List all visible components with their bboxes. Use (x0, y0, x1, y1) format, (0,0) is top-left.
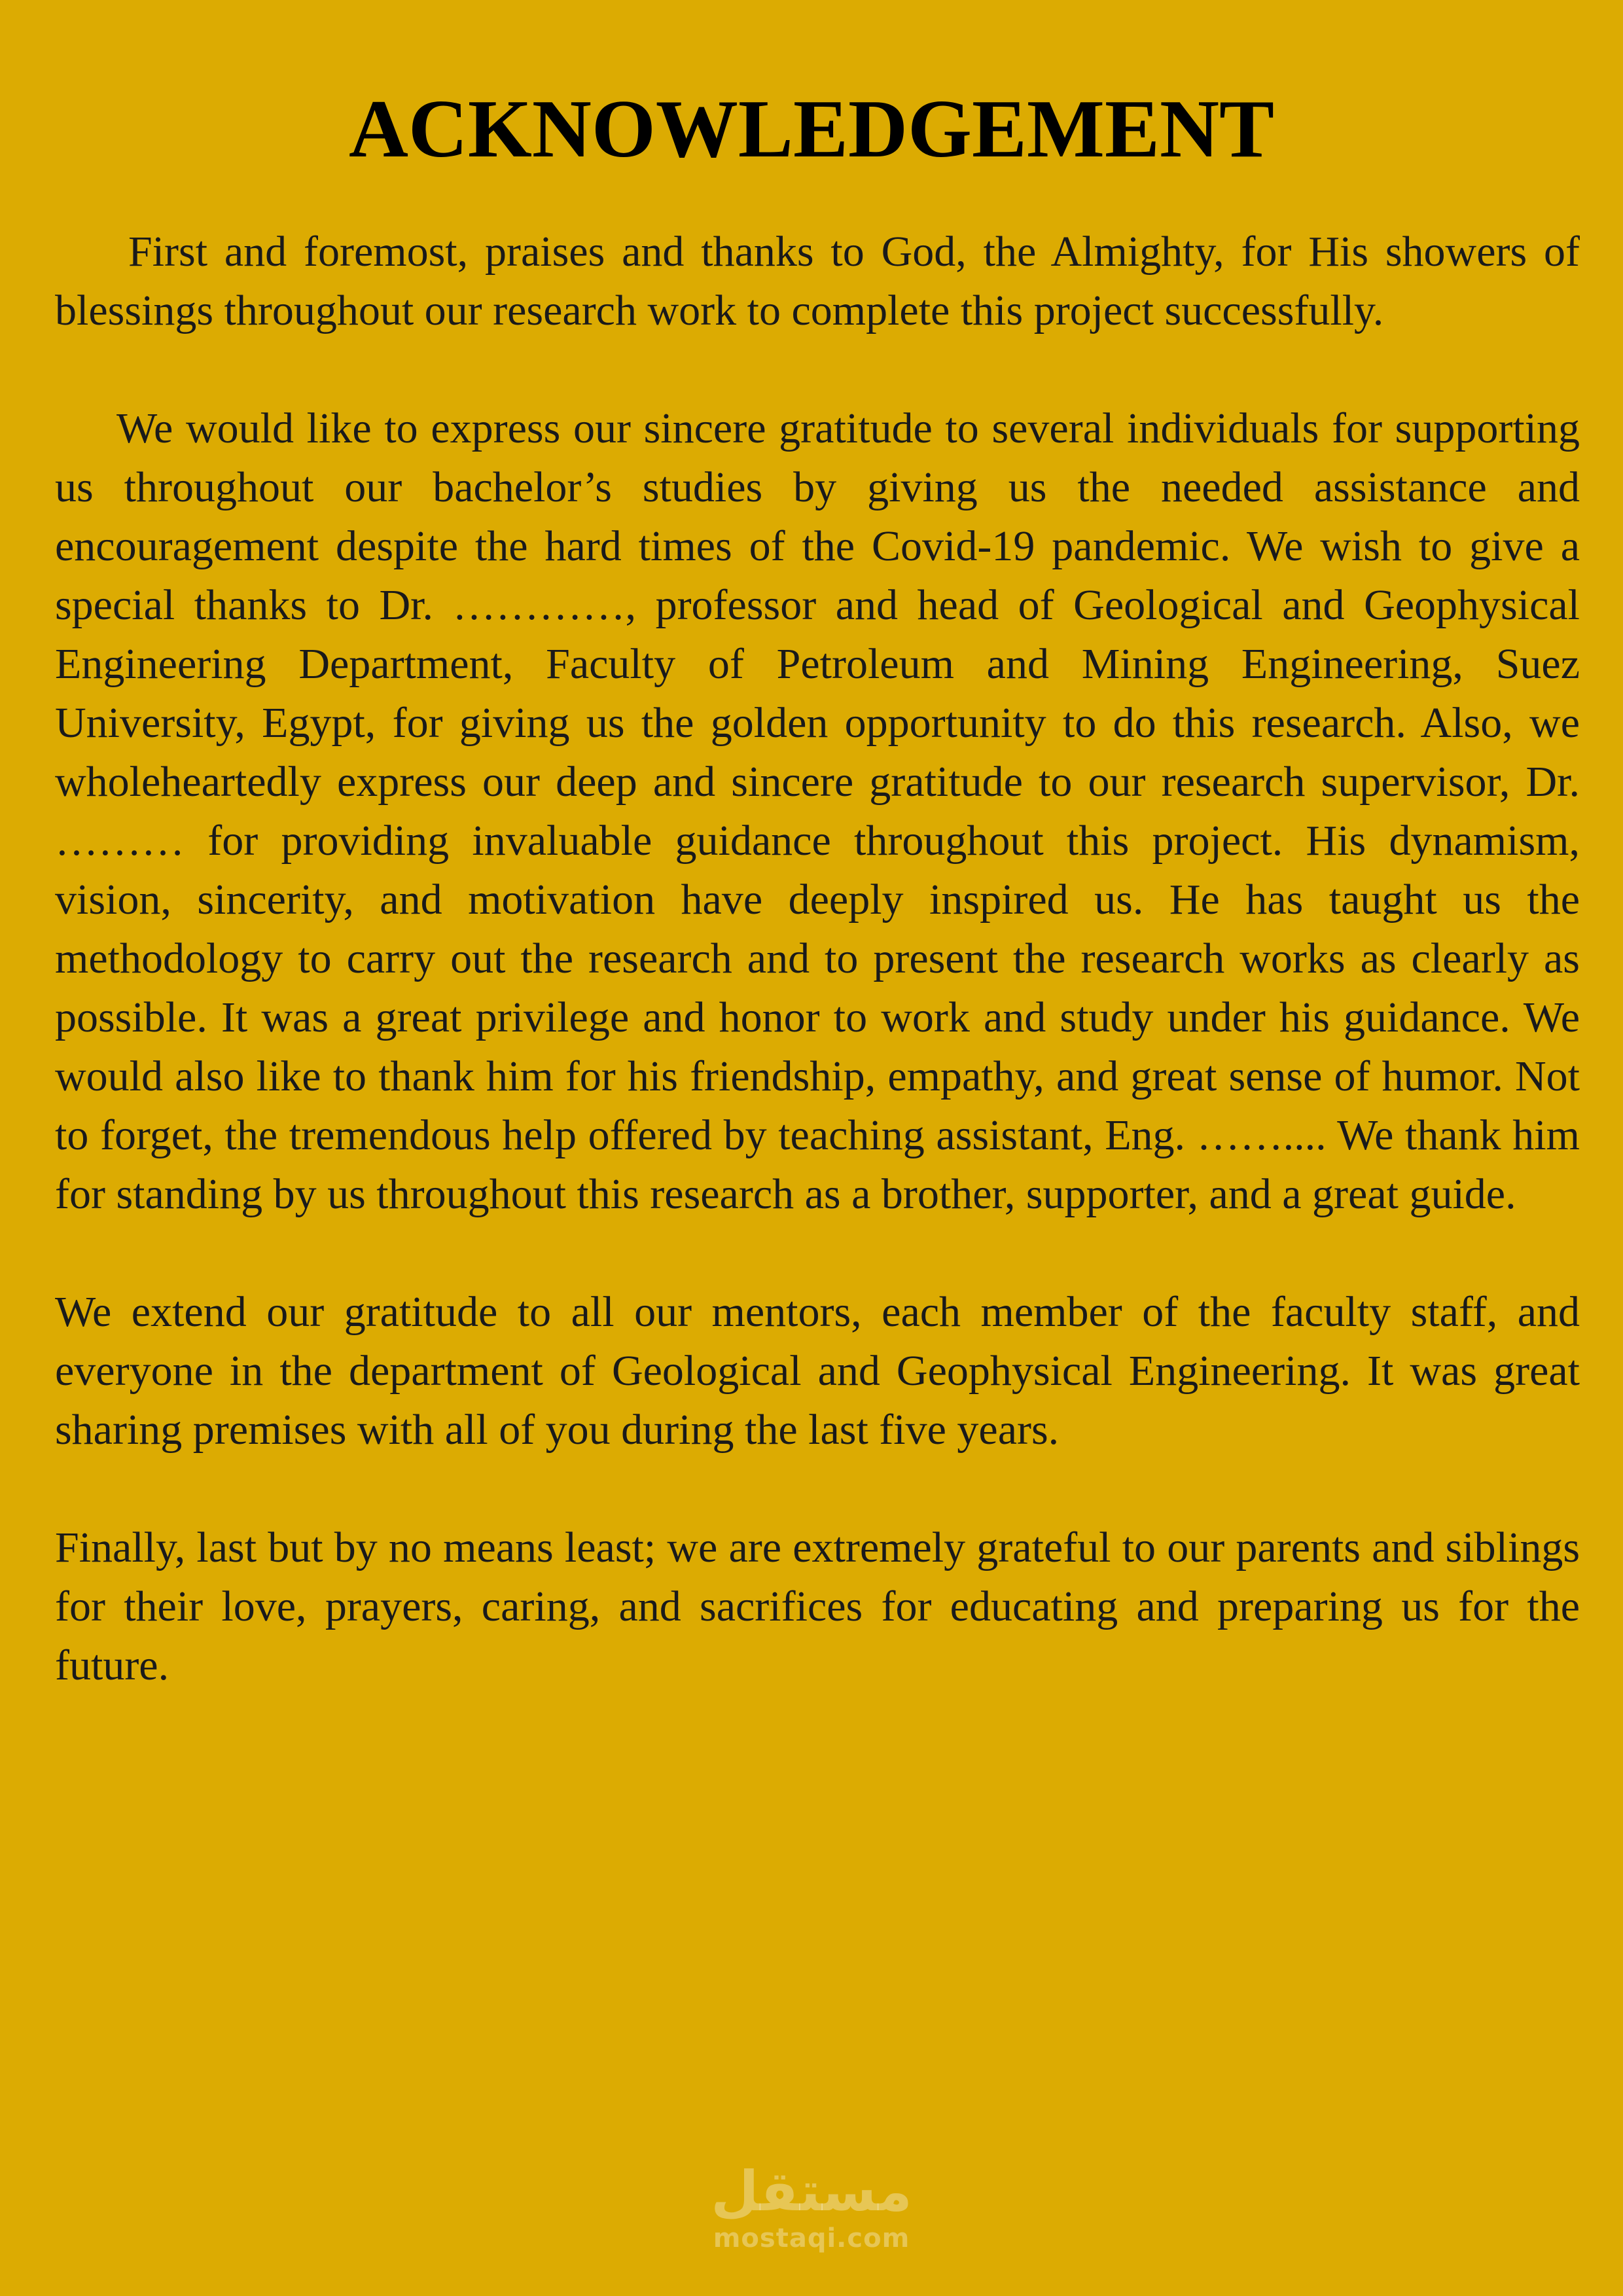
mostaqi-site-text: mostaqi.com (713, 2223, 910, 2253)
paragraph-individual-thanks: We would like to express our sincere gratitude to several individuals for supporting us throughout our bachelor’s studies by giving us the needed assistance and encouragement despite the hard times of the Covid-19 pandemic. We wish to give a special thanks to Dr. …………, professor and head of Geological and Geophysical Engineering Department, Faculty of Petroleum and Mining Engineering, Suez University, Egypt, for giving us the golden opportunity to do this research. Also, we wholeheartedly express our deep and sincere gratitude to our research supervisor, Dr. ……… for providing invaluable guidance throughout this project. His dynamism, vision, sincerity, and motivation have deeply inspired us. He has taught us the methodology to carry out the research and to present the research works as clearly as possible. It was a great privilege and honor to work and study under his guidance. We would also like to thank him for his friendship, empathy, and great sense of humor. Not to forget, the tremendous help offered by teaching assistant, Eng. …….... We thank him for standing by us throughout this research as a brother, supporter, and a great guide. (55, 404, 1580, 1218)
mostaqi-logo: مستقل (711, 2159, 912, 2223)
acknowledgement-body (55, 223, 1580, 1754)
paragraph-mentors-thanks: We extend our gratitude to all our mentors, each member of the faculty staff, and everyone in the department of Geological and Geophysical Engineering. It was great sharing premises with all of you during the last five years. (55, 1288, 1580, 1454)
page-title: ACKNOWLEDGEMENT (348, 84, 1275, 175)
mostaqi-watermark (710, 2160, 913, 2254)
paragraph-opening-thanks: First and foremost, praises and thanks to God, the Almighty, for His showers of blessings throughout our research work to complete this project successfully. (55, 228, 1580, 334)
paragraph-family-thanks: Finally, last but by no means least; we are extremely grateful to our parents and siblings for their love, prayers, caring, and sacrifices for educating and preparing us for the future. (55, 1524, 1580, 1689)
